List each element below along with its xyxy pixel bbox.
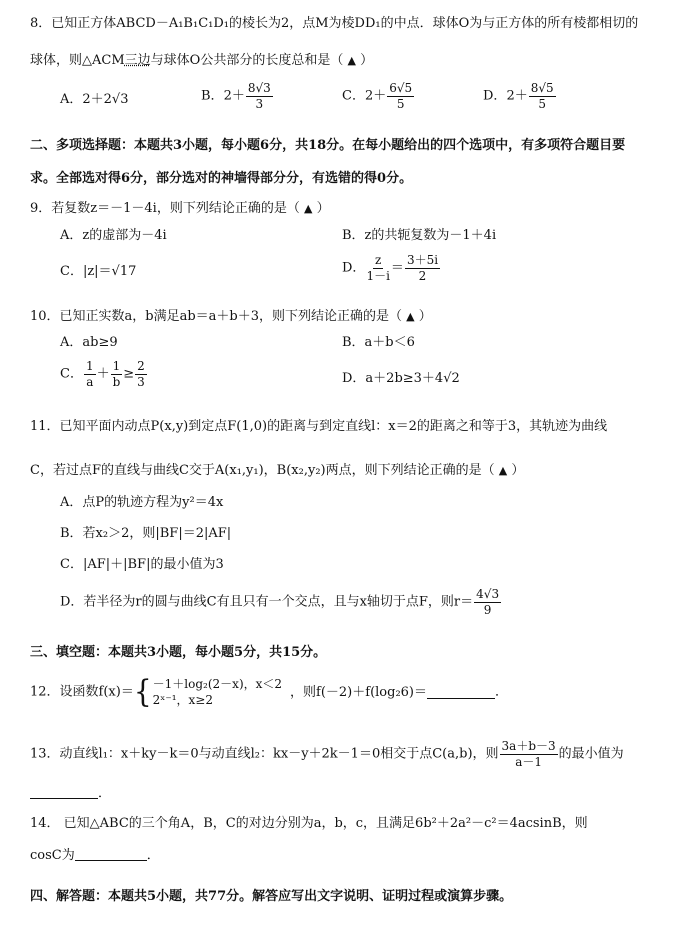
q10-stem-text: 10．已知正实数a，b满足ab＝a＋b＋3，则下列结论正确的是（ [30, 309, 403, 324]
q8-line2-a: 球体，则△ACM [30, 53, 125, 68]
q14-end: ． [146, 848, 160, 863]
q9-stem-text: 9．若复数z＝－1－4i，则下列结论正确的是（ [30, 201, 300, 216]
q10-option-c-fraction2: $\frac{1}{b}$ [112, 359, 121, 389]
answer-marker-triangle: ▲ [406, 310, 415, 323]
q12-post: ，则f(－2)＋f(log₂6)＝ [290, 684, 428, 700]
q13-answer-blank[interactable] [30, 786, 98, 799]
q8-option-c [342, 82, 415, 110]
q9-option-d-eq: ＝ [390, 260, 404, 276]
q11-option-c: C．|AF|＋|BF|的最小值为3 [60, 557, 224, 572]
q12-brace: { [133, 673, 152, 710]
q10-option-c-ge: ≥ [123, 366, 135, 382]
q12-end: ． [495, 684, 509, 700]
q13-fraction: $\frac{3a+b-3}{a-1}$ [501, 739, 556, 769]
q11-line2-text: C，若过点F的直线与曲线C交于A(x₁,y₁)，B(x₂,y₂)两点，则下列结论正确的是（ [30, 463, 495, 478]
q8-option-d [483, 82, 557, 110]
q11-option-b: B．若x₂＞2，则|BF|＝2|AF| [60, 526, 232, 541]
q10-option-b: B．a＋b＜6 [342, 335, 415, 350]
q9-stem [30, 202, 330, 215]
q8-option-a-label: A． [60, 92, 83, 107]
q13-text-b: 的最小值为 [558, 746, 624, 762]
q8-line1: 8．已知正方体ABCD－A₁B₁C₁D₁的棱长为2，点M为棱DD₁的中点．球体O为与正方体的所有棱都相切的 [30, 16, 639, 31]
q12-case2: 2ˣ⁻¹，x≥2 [152, 693, 213, 708]
q11-close: ） [511, 463, 525, 478]
q8-close: ） [360, 53, 374, 68]
q11-option-d-fraction: $\frac{4√3}{9}$ [476, 587, 500, 617]
q9-option-d-fraction2: $\frac{3+5i}{2}$ [406, 253, 439, 283]
q13-end: ． [98, 786, 112, 801]
q8-option-a-value: 2＋2√3 [82, 92, 129, 107]
q11-option-a: A．点P的轨迹方程为y²＝4x [60, 495, 224, 510]
section3-heading: 三、填空题：本题共3小题，每小题5分，共15分。 [30, 645, 327, 660]
q10-option-c [60, 360, 148, 388]
q9-option-c: C．|z|＝√17 [60, 264, 137, 279]
q12-answer-blank[interactable] [427, 686, 495, 699]
q8-option-c-label: C． [342, 88, 365, 104]
section4-heading: 四、解答题：本题共5小题，共77分。解答应写出文字说明、证明过程或演算步骤。 [30, 889, 513, 904]
q8-option-a [60, 93, 129, 106]
q9-close: ） [316, 201, 330, 216]
q11-line1: 11．已知平面内动点P(x,y)到定点F(1,0)的距离与到定直线l：x＝2的距离之和等于3，其轨迹为曲线 [30, 419, 608, 434]
q8-option-d-fraction: $\frac{8√5}{5}$ [530, 81, 554, 111]
q14-answer-blank[interactable] [75, 848, 147, 861]
q12-cases [153, 676, 282, 708]
q14-line2 [30, 848, 160, 862]
q8-option-b-label: B． [201, 88, 224, 104]
q11-option-d-text: D．若半径为r的圆与曲线C有且只有一个交点，且与x轴切于点F，则r＝ [60, 594, 474, 610]
q14-line1: 14． 已知△ABC的三个角A，B，C的对边分别为a，b，c，且满足6b²＋2a²－c²＝4acsinB，则 [30, 816, 588, 831]
q9-option-b: B．z的共轭复数为－1＋4i [342, 228, 497, 243]
q9-option-d-fraction1: $\frac{z}{1-i}$ [366, 253, 390, 283]
q10-option-a: A．ab≥9 [60, 335, 118, 350]
q10-option-c-fraction1: $\frac{1}{a}$ [85, 359, 94, 389]
q9-option-a: A．z的虚部为－4i [60, 228, 167, 243]
q8-option-c-prefix: 2＋ [364, 88, 387, 104]
q8-option-b [201, 82, 274, 110]
q13-text-a: 13．动直线l₁：x＋ky－k＝0与动直线l₂：kx－y＋2k－1＝0相交于点C(a,b)，则 [30, 746, 499, 762]
q13-line2 [30, 786, 111, 800]
section2-heading-line2: 求。全部选对得6分，部分选对的神墙得部分分，有选错的得0分。 [30, 171, 413, 186]
q11-option-d [60, 588, 502, 616]
q8-line2-c: 与球体O公共部分的长度总和是（ [150, 53, 344, 68]
q8-option-b-fraction: $\frac{8√3}{3}$ [247, 81, 271, 111]
answer-marker-triangle: ▲ [347, 54, 356, 67]
q9-option-d-label: D． [342, 260, 366, 276]
q8-line2 [30, 54, 373, 67]
q10-option-c-plus: ＋ [96, 366, 110, 382]
q10-close: ） [418, 309, 432, 324]
q8-option-d-prefix: 2＋ [506, 88, 528, 104]
q9-option-d [342, 254, 441, 282]
q12-prefix: 12．设函数f(x)＝ [30, 684, 134, 700]
section2-heading-line1: 二、多项选择题：本题共3小题，每小题6分，共18分。在每小题给出的四个选项中，有多项符合题目要 [30, 138, 626, 153]
q12-case1: －1＋log₂(2－x)，x＜2 [152, 677, 283, 691]
q8-option-d-label: D． [483, 88, 507, 104]
q11-line2 [30, 464, 524, 477]
q8-line2-b: 三边 [124, 53, 151, 68]
q8-option-b-prefix: 2＋ [223, 88, 245, 104]
q12-line [30, 673, 509, 710]
q8-option-c-fraction: $\frac{6√5}{5}$ [389, 81, 413, 111]
q10-option-d: D．a＋2b≥3＋4√2 [342, 371, 460, 386]
q10-option-c-label: C． [60, 366, 83, 382]
q10-stem [30, 310, 432, 323]
q13-line1 [30, 740, 624, 768]
q14-text: cosC为 [30, 848, 75, 863]
q10-option-c-fraction3: $\frac{2}{3}$ [137, 359, 145, 389]
answer-marker-triangle: ▲ [498, 464, 508, 477]
answer-marker-triangle: ▲ [303, 202, 313, 215]
